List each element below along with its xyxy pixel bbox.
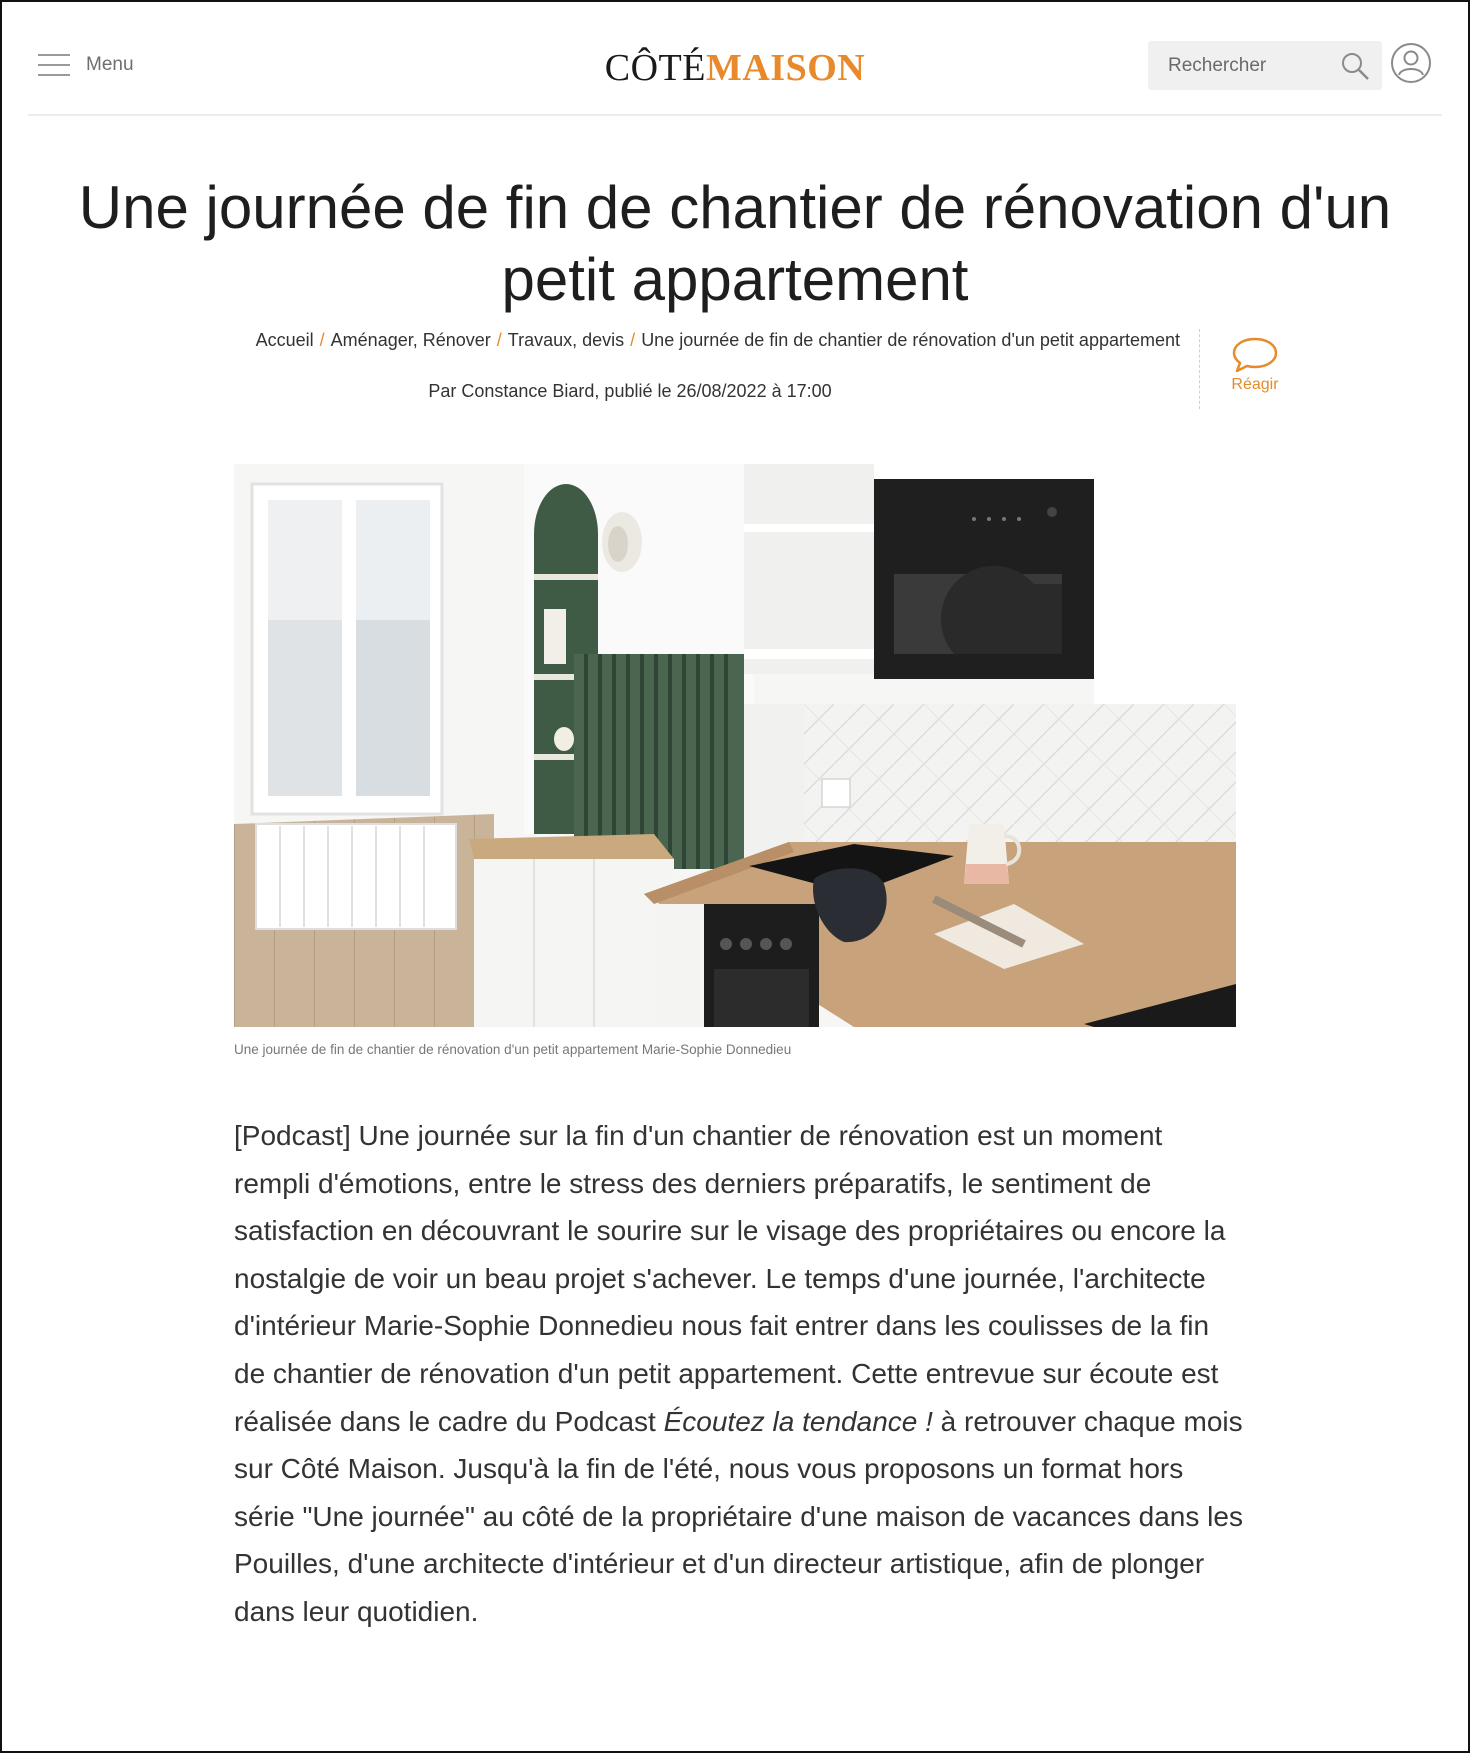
user-icon[interactable]	[1390, 42, 1432, 84]
image-caption: Une journée de fin de chantier de rénovation d'un petit appartement Marie-Sophie Donnedieu	[234, 1042, 792, 1057]
search-input[interactable]	[1166, 54, 1340, 78]
breadcrumb-separator: /	[496, 330, 502, 350]
breadcrumb	[80, 330, 1180, 351]
article-title: Une journée de fin de chantier de rénovation d'un petit appartement	[78, 174, 1392, 313]
article-hero-image	[234, 464, 1236, 1027]
article-meta	[80, 330, 1180, 351]
breadcrumb-item-amenager[interactable]: Aménager, Rénover	[330, 330, 491, 350]
breadcrumb-separator: /	[319, 330, 325, 350]
podcast-title: Écoutez la tendance !	[663, 1405, 933, 1437]
breadcrumb-item-travaux[interactable]: Travaux, devis	[507, 330, 625, 350]
byline: Par Constance Biard, publié le 26/08/2022 à 17:00	[428, 381, 832, 401]
breadcrumb-item-accueil[interactable]: Accueil	[255, 330, 314, 350]
article-body-text: [Podcast] Une journée sur la fin d'un chantier de rénovation est un moment rempli d'émotions, entre le stress des derniers préparatifs, le sentiment de satisfaction en découvrant le sourire sur le visage des propriétaires ou encore la nostalgie de voir un beau projet s'achever. Le temps d'une journée, l'architecte d'intérieur Marie-Sophie Donnedieu nous fait entrer dans les coulisses de la fin de chantier de rénovation d'un petit appartement. Cette entrevue sur écoute est réalisée dans le cadre du Podcast	[234, 1120, 1226, 1437]
breadcrumb-separator: /	[630, 330, 636, 350]
meta-divider	[1199, 329, 1200, 409]
menu-label: Menu	[86, 54, 134, 75]
site-header	[28, 28, 1442, 116]
react-button[interactable]	[1222, 336, 1288, 394]
search-box	[1148, 41, 1382, 90]
logo-maison: MAISON	[705, 47, 866, 89]
breadcrumb-item-current[interactable]: Une journée de fin de chantier de rénovation d'un petit appartement	[641, 330, 1180, 350]
article-body	[234, 1112, 1244, 1636]
article-body-text: à retrouver chaque mois sur Côté Maison. Jusqu'à la fin de l'été, nous vous proposons un format hors série "Une journée" au côté de la propriétaire d'une maison de vacances dans les Pouilles, d'une architecte d'intérieur et d'un directeur artistique, afin de plonger dans leur quotidien.	[234, 1405, 1243, 1627]
search-icon[interactable]	[1340, 51, 1370, 81]
logo-cote: CÔTÉ	[604, 47, 706, 89]
comment-icon	[1231, 336, 1279, 374]
react-label: Réagir	[1231, 376, 1279, 393]
